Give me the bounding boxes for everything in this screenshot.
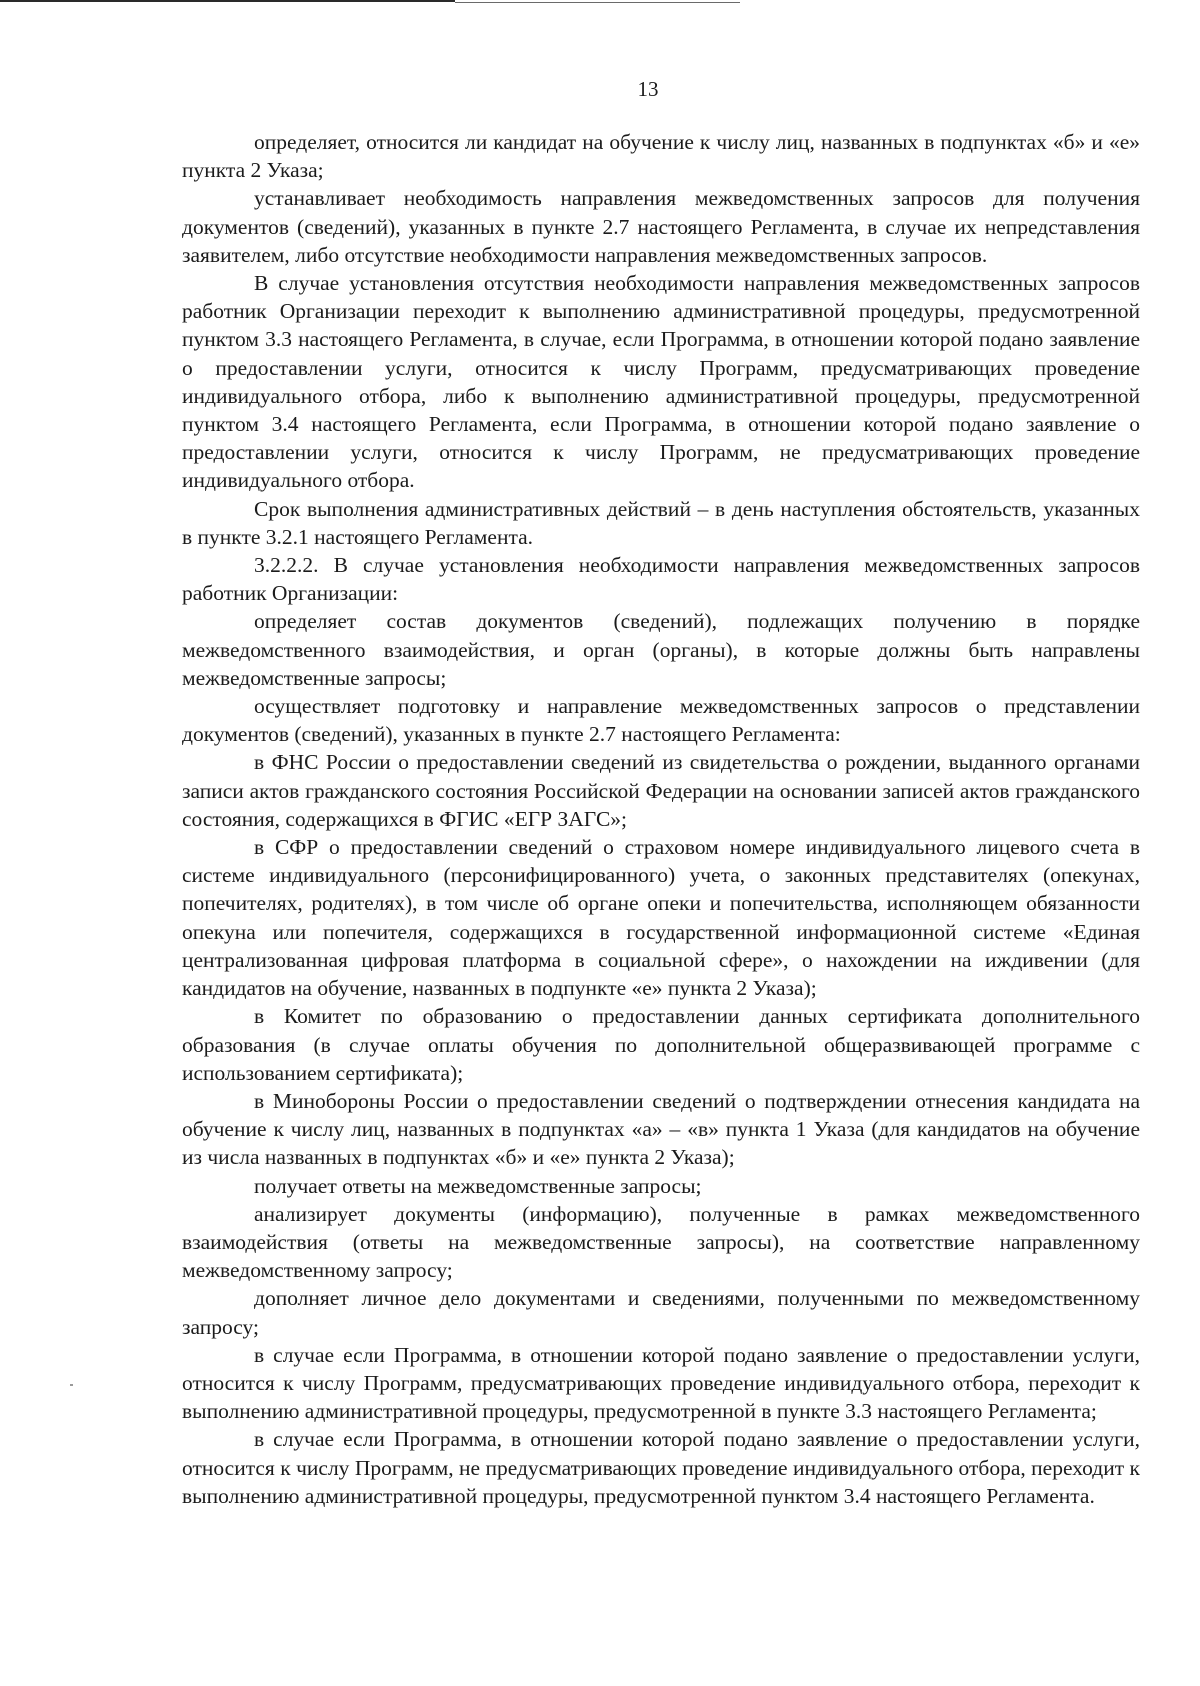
document-body <box>182 128 1140 1510</box>
paragraph: в Комитет по образованию о предоставлении данных сертификата дополнительного образования (в случае оплаты обучения по дополнительной общеразвивающей программе с использованием сертификата); <box>182 1004 1140 1085</box>
paragraph: в ФНС России о предоставлении сведений из свидетельства о рождении, выданного органами записи актов гражданского состояния Российской Федерации на основании записей актов гражданского состояния, содержащихся в ФГИС «ЕГР ЗАГС»; <box>182 750 1140 831</box>
paragraph: в СФР о предоставлении сведений о страховом номере индивидуального лицевого счета в системе индивидуального (персонифицированного) учета, о законных представителях (опекунах, попечителях, родителях), в том числе об органе опеки и попечительства, исполняющем обязанности опекуна или попечителя, содержащихся в государственной информационной системе «Единая централизованная цифровая платформа в социальной сфере», о нахождении на иждивении (для кандидатов на обучение, названных в подпункте «е» пункта 2 Указа); <box>182 835 1140 1001</box>
paragraph: дополняет личное дело документами и сведениями, полученными по межведомственному запросу; <box>182 1286 1140 1339</box>
paragraph: Срок выполнения административных действий – в день наступления обстоятельств, указанных в пункте 3.2.1 настоящего Регламента. <box>182 496 1140 549</box>
paragraph: в случае если Программа, в отношении которой подано заявление о предоставлении услуги, относится к числу Программ, предусматривающих проведение индивидуального отбора, переходит к выполнению административной процедуры, предусмотренной в пункте 3.3 настоящего Регламента; <box>182 1342 1140 1424</box>
scan-edge-line-faint <box>455 2 740 3</box>
scan-speck <box>70 1384 73 1386</box>
paragraph: 3.2.2.2. В случае установления необходимости направления межведомственных запросов работник Организации: <box>182 553 1140 606</box>
paragraph: определяет состав документов (сведений), подлежащих получению в порядке межведомственного взаимодействия, и орган (органы), в которые должны быть направлены межведомственные запросы; <box>182 609 1140 690</box>
paragraph: устанавливает необходимость направления межведомственных запросов для получения документов (сведений), указанных в пункте 2.7 настоящего Регламента, в случае их непредставления заявителем, либо отсутствие необходимости направления межведомственных запросов. <box>182 186 1140 267</box>
paragraph: определяет, относится ли кандидат на обучение к числу лиц, названных в подпунктах «б» и «е» пункта 2 Указа; <box>182 130 1140 183</box>
paragraph: получает ответы на межведомственные запросы; <box>254 1173 702 1198</box>
paragraph: осуществляет подготовку и направление межведомственных запросов о представлении документов (сведений), указанных в пункте 2.7 настоящего Регламента: <box>182 694 1140 747</box>
paragraph: в случае если Программа, в отношении которой подано заявление о предоставлении услуги, относится к числу Программ, не предусматривающих проведение индивидуального отбора, переходит к выполнению административной процедуры, предусмотренной пунктом 3.4 настоящего Регламента. <box>182 1427 1140 1508</box>
page-number: 13 <box>637 77 659 101</box>
scan-edge-line <box>0 0 455 2</box>
paragraph: анализирует документы (информацию), полученные в рамках межведомственного взаимодействия (ответы на межведомственные запросы), на соответствие направленному межведомственному запросу; <box>182 1201 1140 1283</box>
paragraph: В случае установления отсутствия необходимости направления межведомственных запросов работник Организации переходит к выполнению административной процедуры, предусмотренной пунктом 3.3 настоящего Регламента, в случае, если Программа, в отношении которой подано заявление о предоставлении услуги, относится к числу Программ, предусматривающих проведение индивидуального отбора, либо к выполнению административной процедуры, предусмотренной пунктом 3.4 настоящего Регламента, если Программа, в отношении которой подано заявление о предоставлении услуги, относится к числу Программ, не предусматривающих проведение индивидуального отбора. <box>182 271 1140 493</box>
paragraph: в Минобороны России о предоставлении сведений о подтверждении отнесения кандидата на обучение к числу лиц, названных в подпунктах «а» – «в» пункта 1 Указа (для кандидатов на обучение из числа названных в подпунктах «б» и «е» пункта 2 Указа); <box>182 1088 1140 1170</box>
